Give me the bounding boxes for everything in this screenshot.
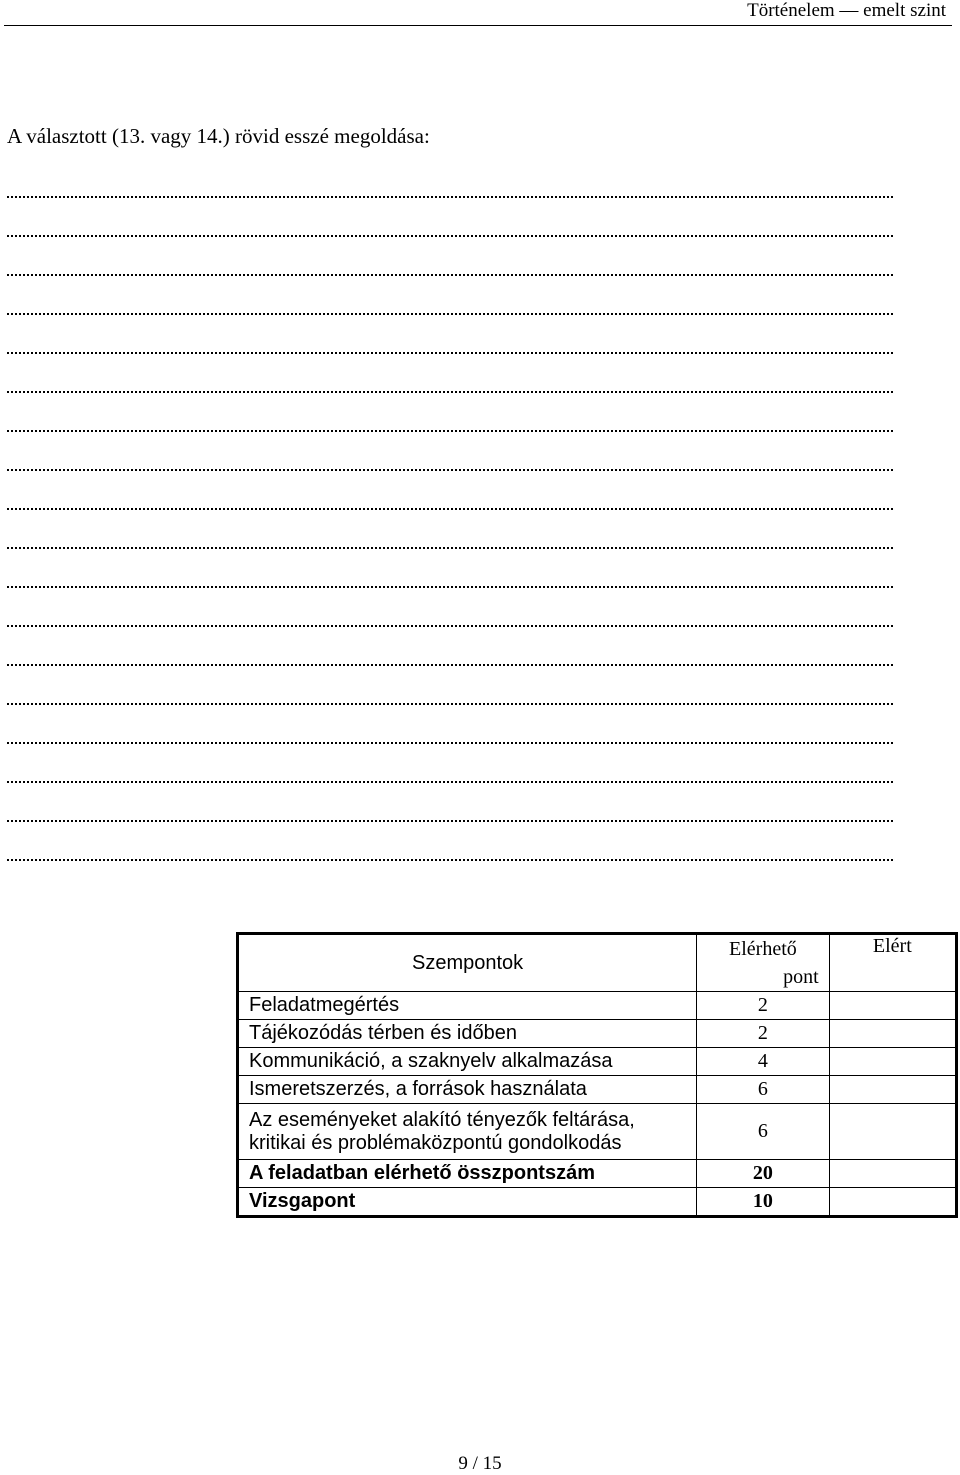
criterion-label-line: kritikai és problémaközpontú gondolkodás xyxy=(249,1131,622,1154)
criterion-available: 2 xyxy=(697,992,830,1020)
answer-line[interactable] xyxy=(7,549,893,588)
criterion-label: Tájékozódás térben és időben xyxy=(238,1020,697,1048)
answer-line[interactable] xyxy=(7,510,893,549)
answer-line[interactable] xyxy=(7,159,893,198)
points-header: pont xyxy=(697,964,830,991)
criterion-available: 4 xyxy=(697,1048,830,1076)
criteria-header: Szempontok xyxy=(238,934,697,992)
answer-line[interactable] xyxy=(7,393,893,432)
answer-line[interactable] xyxy=(7,354,893,393)
page-number: 9 / 15 xyxy=(458,1453,502,1474)
answer-line[interactable] xyxy=(7,627,893,666)
total-available: 20 xyxy=(697,1160,830,1188)
total-achieved-cell[interactable] xyxy=(829,1160,956,1188)
answer-line[interactable] xyxy=(7,705,893,744)
criterion-achieved-cell[interactable] xyxy=(829,1020,956,1048)
criterion-achieved-cell[interactable] xyxy=(829,1076,956,1104)
criterion-achieved-cell[interactable] xyxy=(829,1104,956,1160)
criterion-available: 6 xyxy=(697,1104,830,1160)
exam-points-label: Vizsgapont xyxy=(238,1188,697,1217)
total-label: A feladatban elérhető összpontszám xyxy=(238,1160,697,1188)
exam-points-achieved-cell[interactable] xyxy=(829,1188,956,1217)
criterion-available: 6 xyxy=(697,1076,830,1104)
answer-line[interactable] xyxy=(7,822,893,861)
answer-line[interactable] xyxy=(7,471,893,510)
criterion-label-line: Az eseményeket alakító tényezők feltárása, xyxy=(249,1108,635,1131)
answer-line[interactable] xyxy=(7,237,893,276)
header-rule xyxy=(4,25,952,26)
available-header: Elérhető xyxy=(697,934,830,965)
answer-line[interactable] xyxy=(7,588,893,627)
criterion-label xyxy=(238,1104,697,1160)
criterion-label: Feladatmegértés xyxy=(238,992,697,1020)
answer-line[interactable] xyxy=(7,198,893,237)
score-table xyxy=(236,932,958,1218)
answer-line[interactable] xyxy=(7,744,893,783)
criterion-label: Kommunikáció, a szaknyelv alkalmazása xyxy=(238,1048,697,1076)
page-header-title: Történelem — emelt szint xyxy=(747,0,946,21)
answer-line[interactable] xyxy=(7,783,893,822)
answer-lines xyxy=(7,159,893,861)
answer-line[interactable] xyxy=(7,432,893,471)
answer-line[interactable] xyxy=(7,276,893,315)
essay-prompt: A választott (13. vagy 14.) rövid esszé megoldása: xyxy=(7,124,430,148)
answer-line[interactable] xyxy=(7,666,893,705)
achieved-header: Elért xyxy=(829,934,956,992)
criterion-achieved-cell[interactable] xyxy=(829,1048,956,1076)
exam-points-available: 10 xyxy=(697,1188,830,1217)
answer-line[interactable] xyxy=(7,315,893,354)
criterion-label: Ismeretszerzés, a források használata xyxy=(238,1076,697,1104)
criterion-available: 2 xyxy=(697,1020,830,1048)
criterion-achieved-cell[interactable] xyxy=(829,992,956,1020)
